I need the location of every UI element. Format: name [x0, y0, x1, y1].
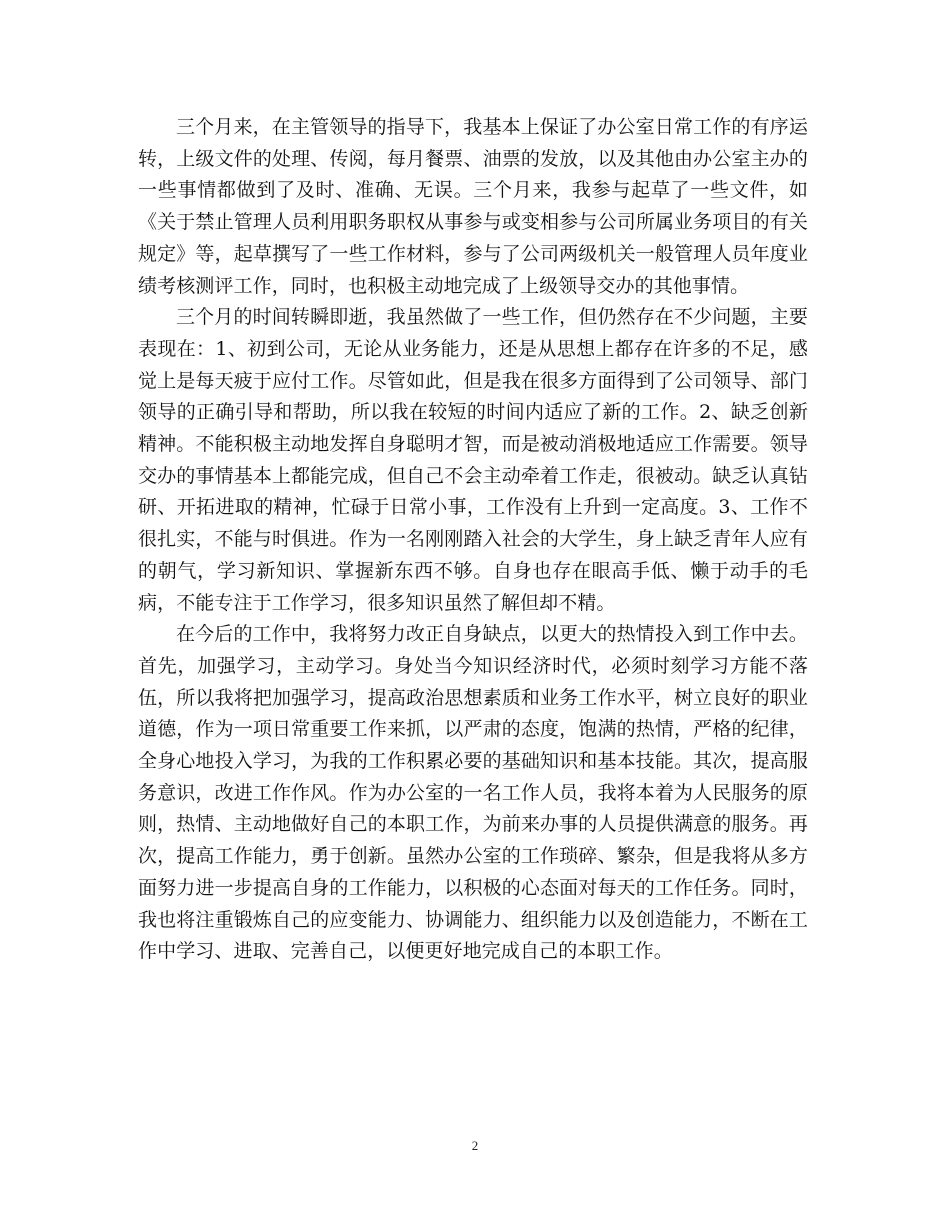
document-body — [138, 112, 808, 968]
paragraph-3: 在今后的工作中，我将努力改正自身缺点，以更大的热情投入到工作中去。首先，加强学习，主动学习。身处当今知识经济时代，必须时刻学习方能不落伍，所以我将把加强学习，提高政治思想素质和业务工作水平，树立良好的职业道德，作为一项日常重要工作来抓，以严肃的态度，饱满的热情，严格的纪律，全身心地投入学习，为我的工作积累必要的基础知识和基本技能。其次，提高服务意识，改进工作作风。作为办公室的一名工作人员，我将本着为人民服务的原则，热情、主动地做好自己的本职工作，为前来办事的人员提供满意的服务。再次，提高工作能力，勇于创新。虽然办公室的工作琐碎、繁杂，但是我将从多方面努力进一步提高自身的工作能力，以积极的心态面对每天的工作任务。同时，我也将注重锻炼自己的应变能力、协调能力、组织能力以及创造能力，不断在工作中学习、进取、完善自己，以便更好地完成自己的本职工作。 — [138, 623, 808, 963]
paragraph-1: 三个月来，在主管领导的指导下，我基本上保证了办公室日常工作的有序运转，上级文件的处理、传阅，每月餐票、油票的发放，以及其他由办公室主办的一些事情都做到了及时、准确、无误。三个月来，我参与起草了一些文件，如《关于禁止管理人员利用职务职权从事参与或变相参与公司所属业务项目的有关规定》等，起草撰写了一些工作材料，参与了公司两级机关一般管理人员年度业绩考核测评工作，同时，也积极主动地完成了上级领导交办的其他事情。 — [138, 116, 808, 297]
paragraph-2: 三个月的时间转瞬即逝，我虽然做了一些工作，但仍然存在不少问题，主要表现在：1、初到公司，无论从业务能力，还是从思想上都存在许多的不足，感觉上是每天疲于应付工作。尽管如此，但是我在很多方面得到了公司领导、部门领导的正确引导和帮助，所以我在较短的时间内适应了新的工作。2、缺乏创新精神。不能积极主动地发挥自身聪明才智，而是被动消极地适应工作需要。领导交办的事情基本上都能完成，但自己不会主动牵着工作走，很被动。缺乏认真钻研、开拓进取的精神，忙碌于日常小事，工作没有上升到一定高度。3、工作不很扎实，不能与时俱进。作为一名刚刚踏入社会的大学生，身上缺乏青年人应有的朝气，学习新知识、掌握新东西不够。自身也存在眼高手低、懒于动手的毛病，不能专注于工作学习，很多知识虽然了解但却不精。 — [138, 306, 808, 614]
page-number: 2 — [471, 1138, 479, 1153]
